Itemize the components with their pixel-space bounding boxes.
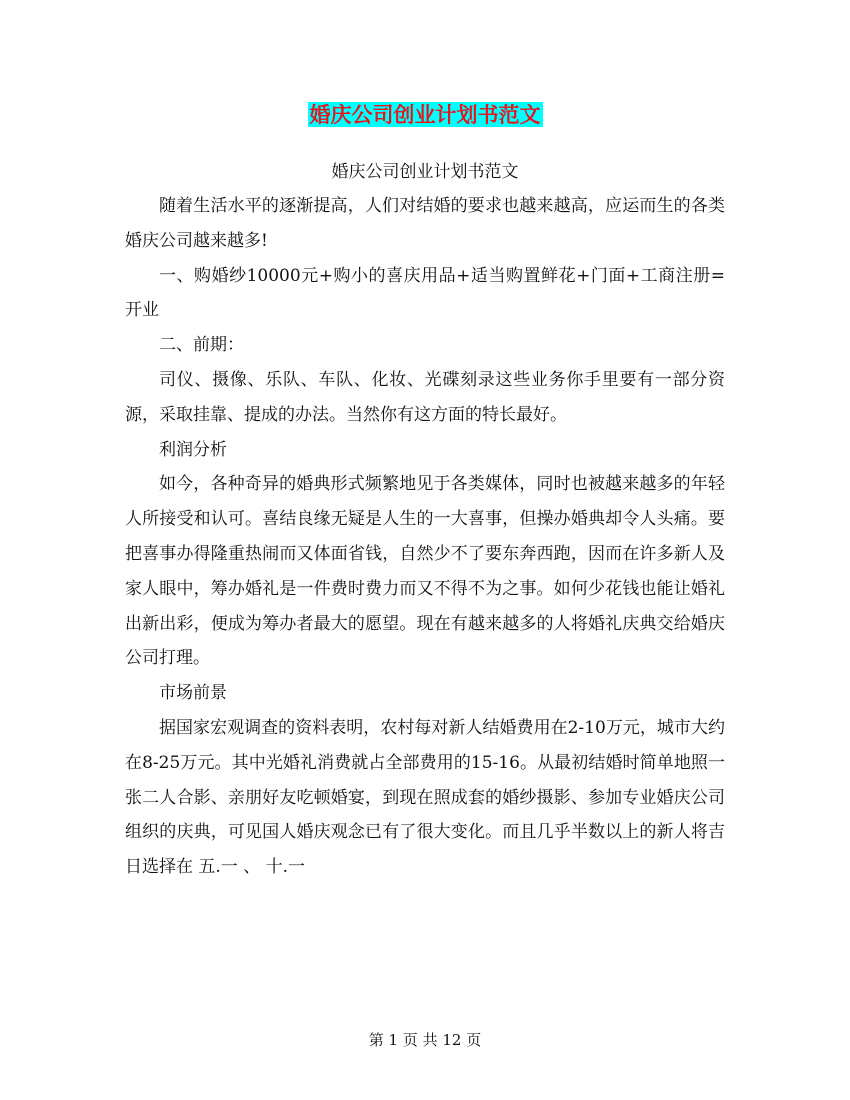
paragraph-early-stage-heading: 二、前期： — [159, 335, 244, 356]
page-number-footer: 第 1 页 共 12 页 — [368, 1031, 482, 1049]
paragraph-intro: 随着生活水平的逐渐提高，人们对结婚的要求也越来越高，应运而生的各类婚庆公司越来越多! — [125, 196, 725, 251]
document-body — [125, 155, 725, 885]
section-heading-profit-analysis: 利润分析 — [159, 439, 227, 460]
document-title-highlight: 婚庆公司创业计划书范文 — [309, 102, 541, 127]
paragraph-market-outlook: 据国家宏观调查的资料表明，农村每对新人结婚费用在2-10万元，城市大约在8-25万元。其中光婚礼消费就占全部费用的15-16。从最初结婚时简单地照一张二人合影、亲朋好友吃顿婚宴，到现在照成套的婚纱摄影、参加专业婚庆公司组织的庆典，可见国人婚庆观念已有了很大变化。而且几乎半数以上的新人将吉日选择在 五.一 、 十.一 — [125, 717, 725, 878]
section-heading-market-outlook: 市场前景 — [159, 683, 227, 704]
document-title — [0, 100, 850, 130]
paragraph-resources: 司仪、摄像、乐队、车队、化妆、光碟刻录这些业务你手里要有一部分资源，采取挂靠、提成的办法。当然你有这方面的特长最好。 — [125, 369, 725, 425]
document-subtitle: 婚庆公司创业计划书范文 — [331, 162, 519, 182]
paragraph-profit-analysis: 如今，各种奇异的婚典形式频繁地见于各类媒体，同时也被越来越多的年轻人所接受和认可。喜结良缘无疑是人生的一大喜事，但操办婚典却令人头痛。要把喜事办得隆重热闹而又体面省钱，自然少不了要东奔西跑，因而在许多新人及家人眼中，筹办婚礼是一件费时费力而又不得不为之事。如何少花钱也能让婚礼出新出彩，便成为筹办者最大的愿望。现在有越来越多的人将婚礼庆典交给婚庆公司打理。 — [125, 474, 725, 669]
paragraph-startup-cost: 一、购婚纱10000元+购小的喜庆用品+适当购置鲜花+门面+工商注册=开业 — [125, 265, 725, 321]
